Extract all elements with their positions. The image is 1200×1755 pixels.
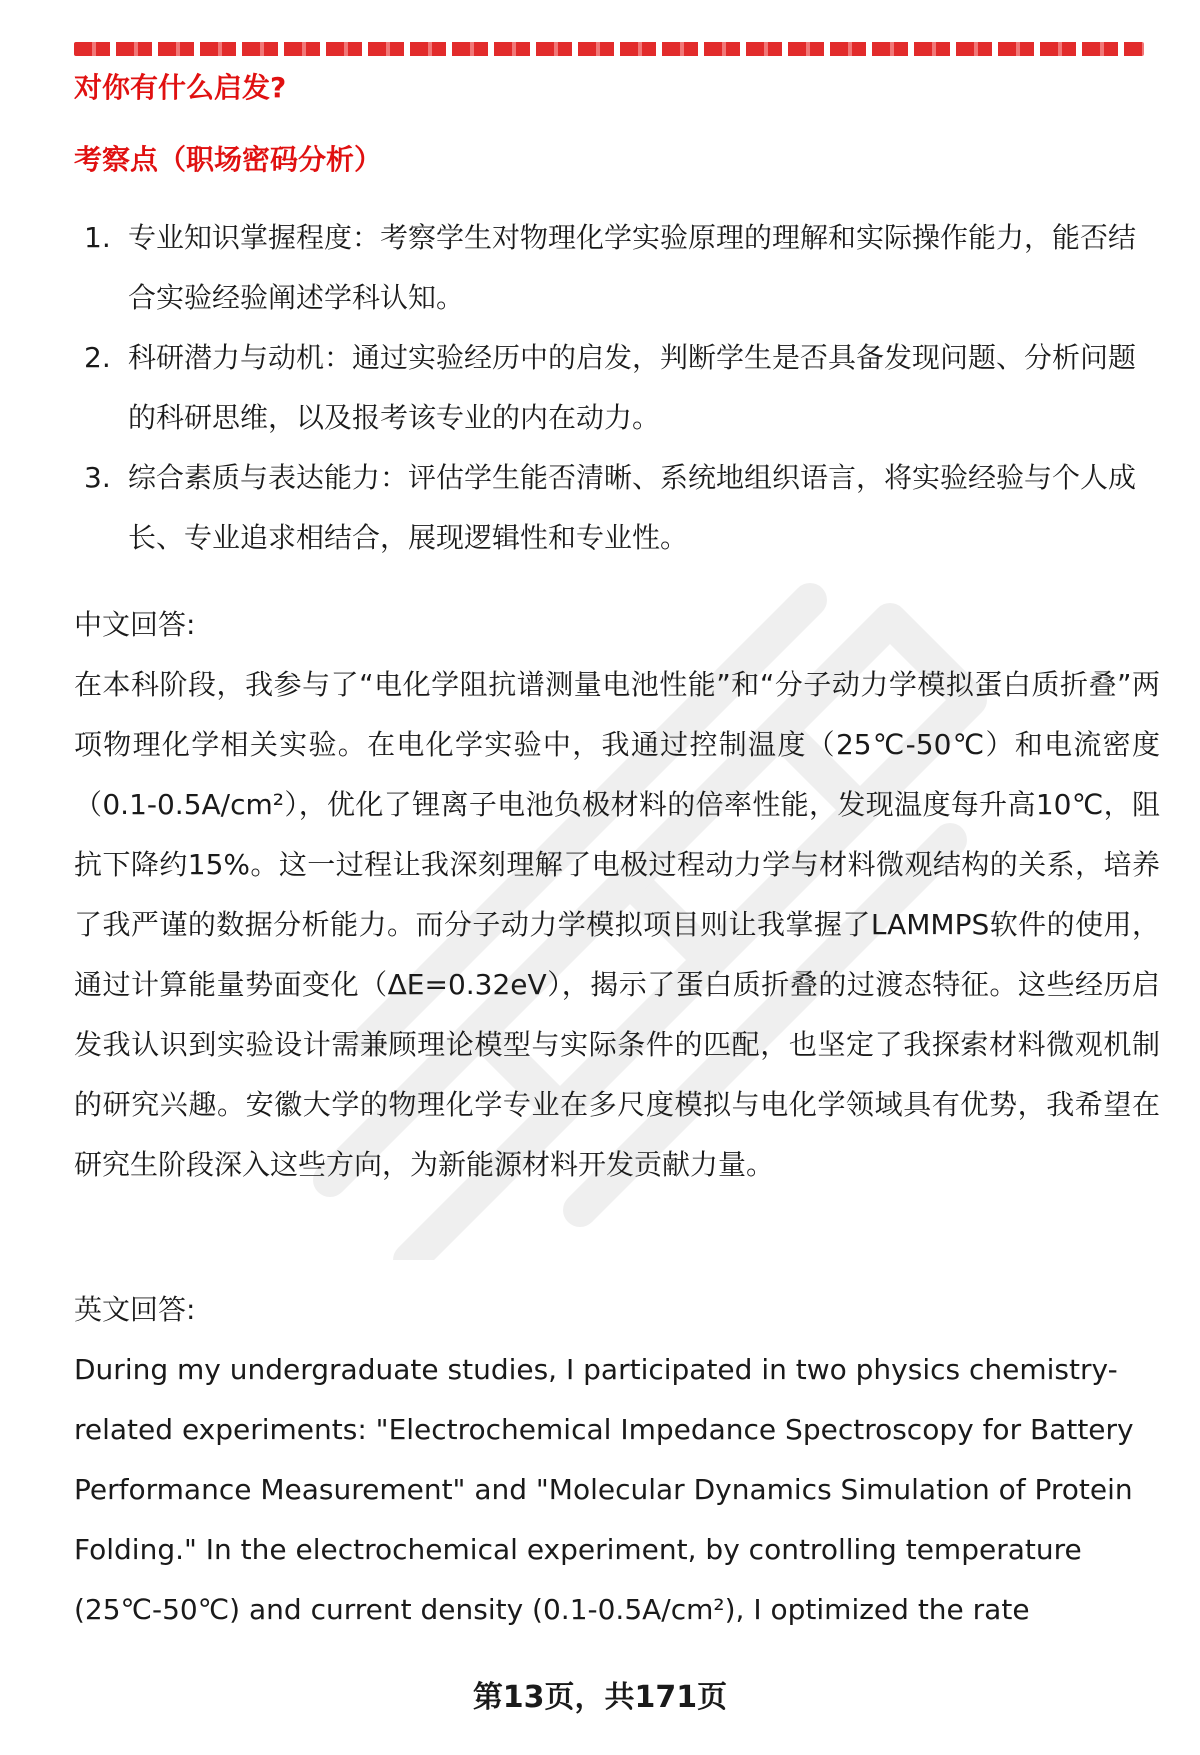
question-partial-text [74, 42, 1144, 56]
analysis-point [74, 208, 1154, 328]
point-text: 综合素质与表达能力：评估学生能否清晰、系统地组织语言，将实验经验与个人成长、专业追求相结合，展现逻辑性和专业性。 [128, 461, 1137, 554]
analysis-title: 考察点（职场密码分析） [74, 143, 383, 176]
analysis-points-list [74, 208, 1154, 568]
point-number: 3. [84, 461, 111, 494]
analysis-point [74, 328, 1154, 448]
point-text: 科研潜力与动机：通过实验经历中的启发，判断学生是否具备发现问题、分析问题的科研思维，以及报考该专业的内在动力。 [128, 341, 1137, 434]
page-number: 第13页，共171页 [472, 1680, 728, 1715]
english-answer-text: During my undergraduate studies, I participated in two physics chemistry-related experiments: "Electrochemical Impedance Spectroscopy for Battery Performance Measurement" and "Molecular Dynamics Simulation of Protein Folding." In the electrochemical experiment, by controlling temperature (25℃-50℃) and current density (0.1-0.5A/cm²), I optimized the rate [74, 1353, 1134, 1626]
point-number: 2. [84, 341, 111, 374]
analysis-point [74, 448, 1154, 568]
english-answer-label: 英文回答: [74, 1293, 196, 1326]
chinese-answer-text: 在本科阶段，我参与了“电化学阻抗谱测量电池性能”和“分子动力学模拟蛋白质折叠”两项物理化学相关实验。在电化学实验中，我通过控制温度（25℃-50℃）和电流密度（0.1-0.5A/cm²），优化了锂离子电池负极材料的倍率性能，发现温度每升高10℃，阻抗下降约15%。这一过程让我深刻理解了电极过程动力学与材料微观结构的关系，培养了我严谨的数据分析能力。而分子动力学模拟项目则让我掌握了LAMMPS软件的使用，通过计算能量势面变化（ΔE=0.32eV），揭示了蛋白质折叠的过渡态特征。这些经历启发我认识到实验设计需兼顾理论模型与实际条件的匹配，也坚定了我探索材料微观机制的研究兴趣。安徽大学的物理化学专业在多尺度模拟与电化学领域具有优势，我希望在研究生阶段深入这些方向，为新能源材料开发贡献力量。 [74, 668, 1160, 1181]
question-tail: 对你有什么启发? [74, 71, 287, 104]
point-text: 专业知识掌握程度：考察学生对物理化学实验原理的理解和实际操作能力，能否结合实验经验阐述学科认知。 [128, 221, 1137, 314]
chinese-answer-label: 中文回答: [74, 608, 196, 641]
question-cut-off-line [74, 28, 1154, 60]
point-number: 1. [84, 221, 111, 254]
